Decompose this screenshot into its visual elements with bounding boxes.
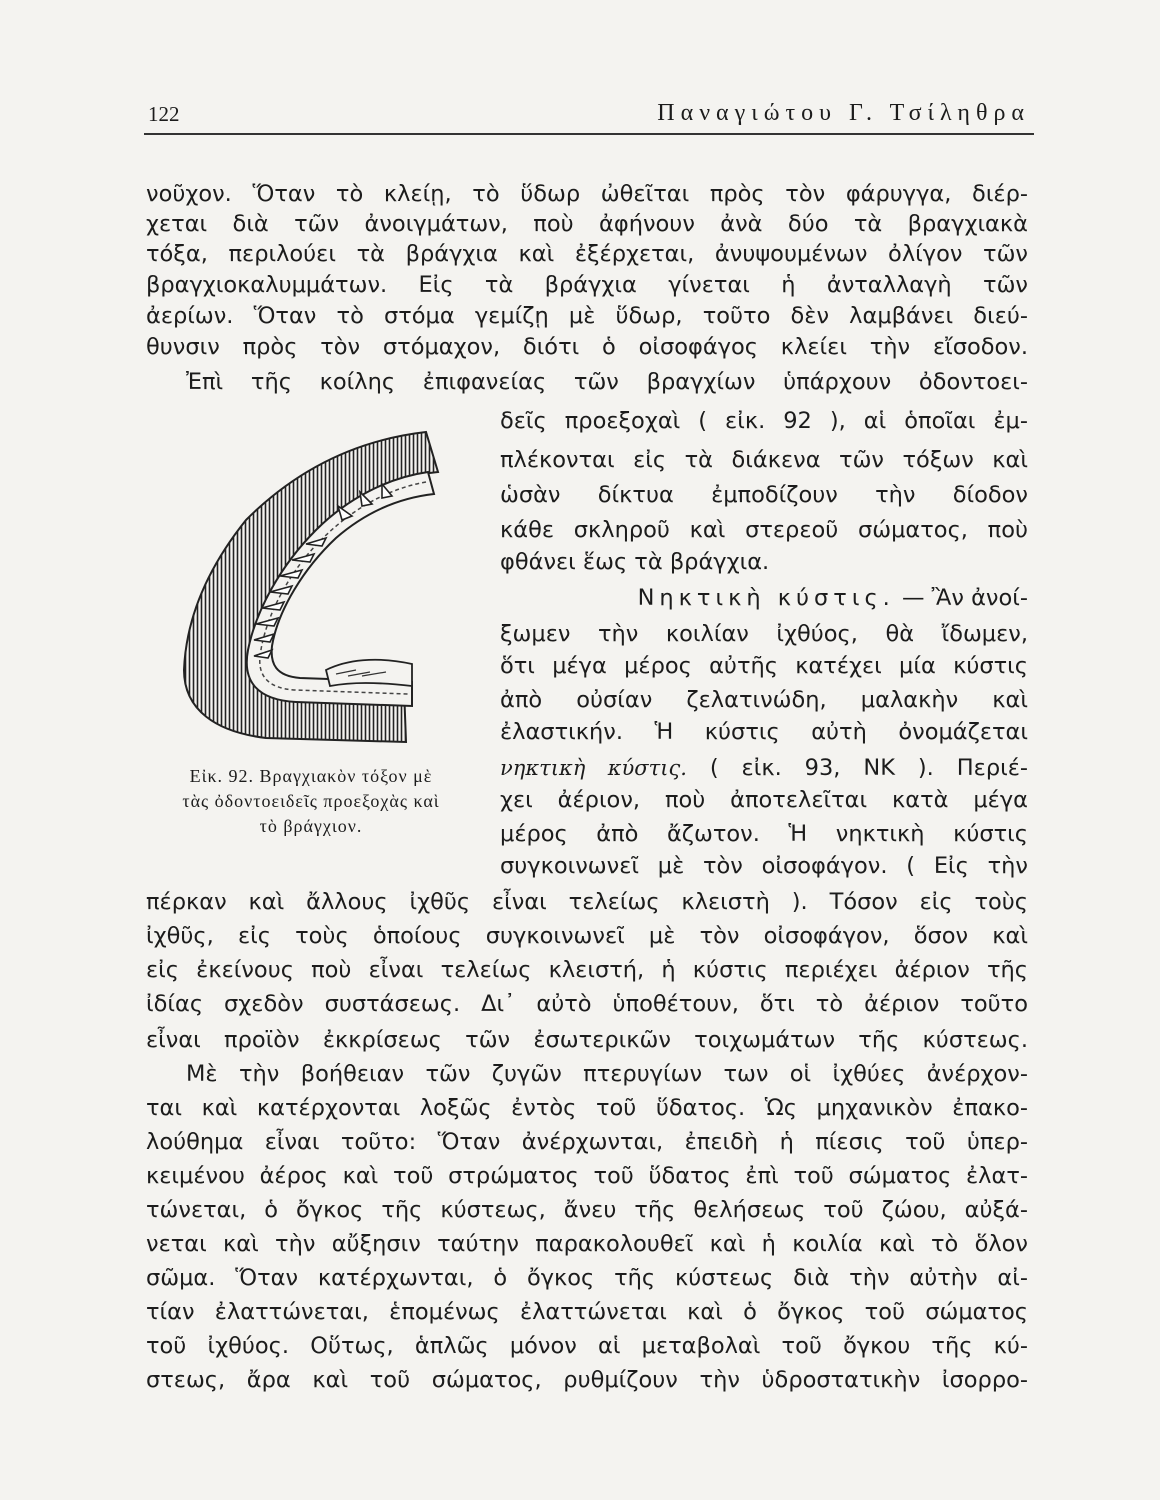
body-line: κειμένου ἀέρος καὶ τοῦ στρώματος τοῦ ὕδατος ἐπὶ τοῦ σώματος ἐλατ- (146, 1163, 1028, 1189)
body-line: σῶμα. Ὅταν κατέρχωνται, ὁ ὄγκος τῆς κύστεως διὰ τὴν αὐτὴν αἰ- (146, 1265, 1028, 1291)
column-line: πλέκονται εἰς τὰ διάκενα τῶν τόξων καὶ (500, 447, 1028, 473)
column-line: δεῖς προεξοχαὶ ( εἰκ. 92 ), αἱ ὁποῖαι ἐμ- (500, 408, 1028, 434)
column-line: φθάνει ἕως τὰ βράγχια. (500, 549, 770, 575)
running-head: Παναγιώτου Γ. Τσίληθρα (657, 100, 1030, 126)
body-line: θυνσιν πρὸς τὸν στόμαχον, διότι ὁ οἰσοφάγος κλείει τὴν εἴσοδον. (146, 334, 1028, 360)
column-line: ἀπὸ οὐσίαν ζελατινώδη, μαλακὴν καὶ (500, 687, 1028, 713)
column-line: χει ἀέριον, ποὺ ἀποτελεῖται κατὰ μέγα (500, 787, 1028, 813)
gill-arch-illustration (176, 420, 446, 760)
column-line: ἐλαστικήν. Ἡ κύστις αὐτὴ ὀνομάζεται (500, 719, 1028, 745)
body-line: τίαν ἐλαττώνεται, ἑπομένως ἐλαττώνεται καὶ ὁ ὄγκος τοῦ σώματος (146, 1299, 1028, 1325)
column-line: μέρος ἀπὸ ἄζωτον. Ἡ νηκτικὴ κύστις (500, 821, 1028, 847)
page-number: 122 (148, 102, 180, 126)
body-line: πέρκαν καὶ ἄλλους ἰχθῦς εἶναι τελείως κλειστὴ ). Τόσον εἰς τοὺς (146, 889, 1028, 915)
body-line: εἶναι προϊὸν ἐκκρίσεως τῶν ἐσωτερικῶν τοιχωμάτων τῆς κύστεως. (146, 1027, 1028, 1053)
column-line-term (500, 754, 1028, 782)
body-line: Ἐπὶ τῆς κοίλης ἐπιφανείας τῶν βραγχίων ὑπάρχουν ὀδοντοει- (186, 369, 1028, 395)
body-line: τώνεται, ὁ ὄγκος τῆς κύστεως, ἄνευ τῆς θελήσεως τοῦ ζώου, αὐξά- (146, 1197, 1028, 1223)
figure-caption (144, 764, 478, 839)
page-header (144, 94, 1034, 128)
caption-line: τὰς ὀδοντοειδεῖς προεξοχὰς καὶ (182, 791, 440, 811)
section-heading-line (564, 584, 1028, 612)
body-line: νοῦχον. Ὅταν τὸ κλείῃ, τὸ ὕδωρ ὠθεῖται πρὸς τὸν φάρυγγα, διέρ- (146, 181, 1028, 207)
term-tail: ( εἰκ. 93, ΝΚ ). Περιέ- (686, 755, 1028, 781)
body-line: ἰδίας σχεδὸν συστάσεως. Δι᾽ αὐτὸ ὑποθέτουν, ὅτι τὸ ἀέριον τοῦτο (146, 991, 1028, 1017)
column-line: ξωμεν τὴν κοιλίαν ἰχθύος, θὰ ἴδωμεν, (500, 621, 1028, 647)
section-heading-tail: — Ἂν ἀνοί- (894, 585, 1028, 611)
section-heading: Νηκτικὴ κύστις. (637, 585, 895, 611)
body-line: βραγχιοκαλυμμάτων. Εἰς τὰ βράγχια γίνεται ἡ ἀνταλλαγὴ τῶν (146, 272, 1028, 298)
body-line: στεως, ἄρα καὶ τοῦ σώματος, ρυθμίζουν τὴν ὑδροστατικὴν ἰσορρο- (146, 1367, 1028, 1393)
caption-line: Εἰκ. 92. Βραγχιακὸν τόξον μὲ (189, 766, 433, 786)
body-line: εἰς ἐκείνους ποὺ εἶναι τελείως κλειστή, ἡ κύστις περιέχει ἀέριον τῆς (146, 957, 1028, 983)
column-line: ὡσὰν δίκτυα ἐμποδίζουν τὴν δίοδον (500, 482, 1028, 508)
caption-line: τὸ βράγχιον. (259, 816, 363, 836)
body-line: ἰχθῦς, εἰς τοὺς ὁποίους συγκοινωνεῖ μὲ τὸν οἰσοφάγον, ὅσον καὶ (146, 923, 1028, 949)
body-line: τοῦ ἰχθύος. Οὕτως, ἁπλῶς μόνον αἱ μεταβολαὶ τοῦ ὄγκου τῆς κύ- (146, 1333, 1028, 1359)
header-rule (144, 133, 1034, 135)
body-line: ται καὶ κατέρχονται λοξῶς ἐντὸς τοῦ ὕδατος. Ὡς μηχανικὸν ἐπακο- (146, 1095, 1028, 1121)
swim-bladder-term: νηκτικὴ κύστις. (500, 756, 687, 780)
body-line: χεται διὰ τῶν ἀνοιγμάτων, ποὺ ἀφήνουν ἀνὰ δύο τὰ βραγχιακὰ (146, 211, 1028, 237)
column-line: κάθε σκληροῦ καὶ στερεοῦ σώματος, ποὺ (500, 517, 1028, 543)
column-line: ὅτι μέγα μέρος αὐτῆς κατέχει μία κύστις (500, 653, 1028, 679)
gill-arch-figure (176, 420, 446, 760)
body-line: ἀερίων. Ὅταν τὸ στόμα γεμίζῃ μὲ ὕδωρ, τοῦτο δὲν λαμβάνει διεύ- (146, 303, 1028, 329)
body-line: λούθημα εἶναι τοῦτο: Ὅταν ἀνέρχωνται, ἐπειδὴ ἡ πίεσις τοῦ ὑπερ- (146, 1129, 1028, 1155)
body-line: νεται καὶ τὴν αὔξησιν ταύτην παρακολουθεῖ καὶ ἡ κοιλία καὶ τὸ ὅλον (146, 1231, 1028, 1257)
body-line: τόξα, περιλούει τὰ βράγχια καὶ ἐξέρχεται, ἀνυψουμένων ὀλίγον τῶν (146, 241, 1028, 267)
column-line: συγκοινωνεῖ μὲ τὸν οἰσοφάγον. ( Εἰς τὴν (500, 853, 1028, 879)
body-line: Μὲ τὴν βοήθειαν τῶν ζυγῶν πτερυγίων των οἱ ἰχθύες ἀνέρχον- (186, 1061, 1028, 1087)
